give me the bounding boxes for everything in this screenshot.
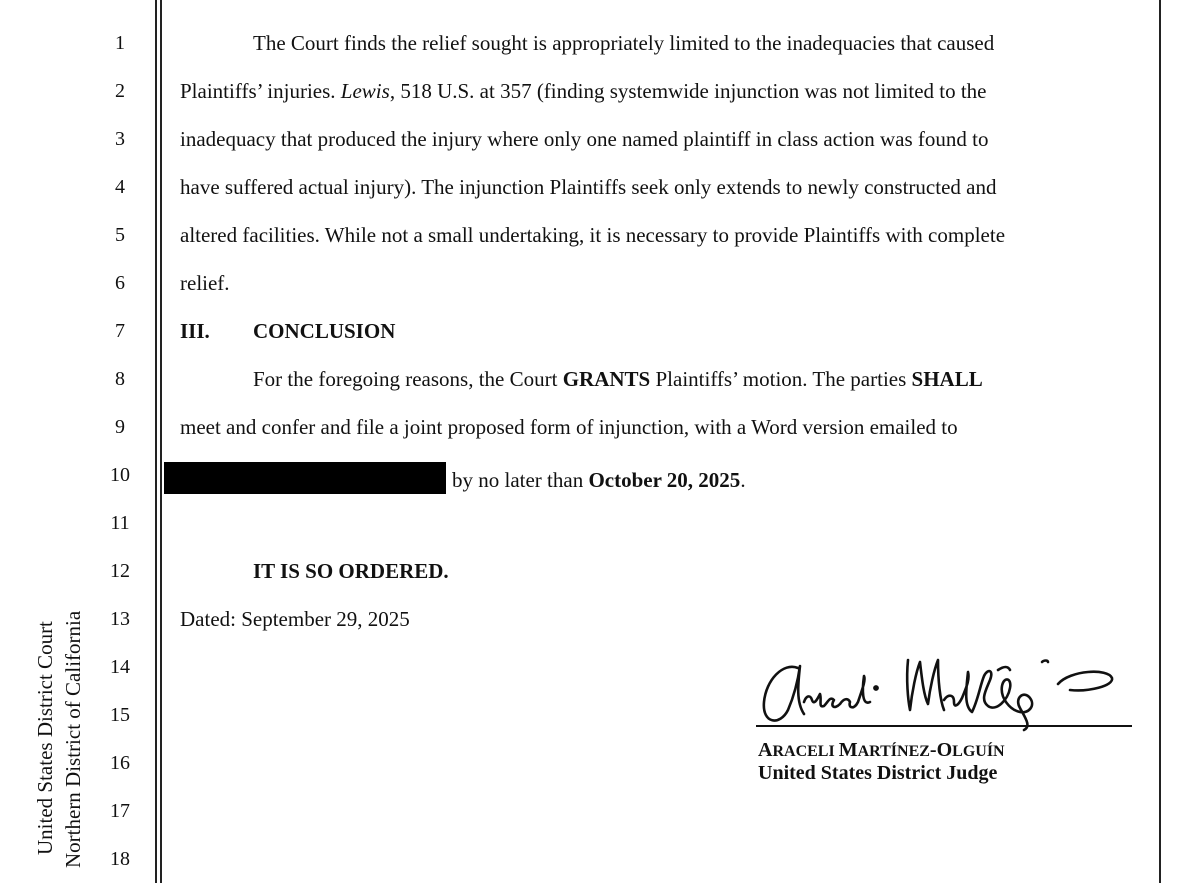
- text-run: by no later than: [452, 468, 589, 492]
- text-run: Plaintiffs’ injuries.: [180, 79, 341, 103]
- body-line: relief.: [180, 271, 230, 295]
- name-dash: -: [929, 739, 937, 761]
- line-number: 8: [115, 368, 125, 390]
- body-line: [180, 462, 746, 494]
- text-run: .: [740, 468, 746, 492]
- section-heading: CONCLUSION: [253, 319, 396, 343]
- grants-emphasis: GRANTS: [562, 367, 651, 391]
- line-number: 2: [115, 80, 125, 102]
- line-number: 1: [115, 32, 125, 54]
- shall-emphasis: SHALL: [911, 367, 983, 391]
- text-run: Plaintiffs’ motion. The parties: [650, 367, 912, 391]
- text-run: , 518 U.S. at 357 (finding systemwide injunction was not limited to the: [389, 79, 987, 103]
- judge-title: United States District Judge: [758, 762, 998, 784]
- body-line: inadequacy that produced the injury where only one named plaintiff in class action was found to: [180, 127, 989, 151]
- body-line: meet and confer and file a joint proposed form of injunction, with a Word version emailed to: [180, 415, 958, 439]
- name-smallcaps: RACELI: [772, 743, 839, 760]
- line-number: 13: [110, 608, 130, 630]
- line-number: 5: [115, 224, 125, 246]
- line-number: 9: [115, 416, 125, 438]
- text-run: For the foregoing reasons, the Court: [253, 367, 563, 391]
- line-number: 3: [115, 128, 125, 150]
- line-number: 17: [110, 800, 130, 822]
- name-initial: O: [936, 739, 953, 761]
- line-number: 12: [110, 560, 130, 582]
- line-number: 6: [115, 272, 125, 294]
- signature-line: [756, 725, 1132, 727]
- order-statement: IT IS SO ORDERED.: [253, 559, 449, 583]
- line-number: 15: [110, 704, 130, 726]
- redaction-box: [164, 462, 446, 494]
- body-line: altered facilities. While not a small undertaking, it is necessary to provide Plaintiffs with complete: [180, 223, 1006, 247]
- left-margin-rule-inner: [160, 0, 162, 883]
- name-smallcaps: LGUÍN: [952, 743, 1005, 760]
- line-number: 18: [110, 848, 130, 870]
- name-smallcaps: ARTÍNEZ: [857, 743, 930, 760]
- section-heading-number: III.: [180, 319, 210, 343]
- body-line: have suffered actual injury). The injunction Plaintiffs seek only extends to newly constructed and: [180, 175, 997, 199]
- body-line: The Court finds the relief sought is appropriately limited to the inadequacies that caused: [253, 31, 995, 55]
- deadline-date: October 20, 2025: [588, 468, 741, 492]
- name-initial: M: [838, 739, 858, 761]
- left-margin-rule-outer: [155, 0, 157, 883]
- case-citation: Lewis: [340, 79, 390, 103]
- right-margin-rule: [1159, 0, 1161, 883]
- line-number: 10: [110, 464, 130, 486]
- court-name-line2: Northern District of California: [61, 610, 85, 868]
- name-initial: A: [758, 739, 773, 761]
- judge-signature: [758, 640, 1118, 732]
- line-number: 14: [110, 656, 130, 678]
- body-line: [253, 366, 983, 392]
- line-number: 7: [115, 320, 125, 342]
- body-line: [180, 78, 987, 104]
- line-number: 16: [110, 752, 130, 774]
- line-number: 11: [110, 512, 130, 534]
- court-name-line1: United States District Court: [33, 621, 57, 855]
- dated-line: Dated: September 29, 2025: [180, 607, 410, 631]
- line-number: 4: [115, 176, 125, 198]
